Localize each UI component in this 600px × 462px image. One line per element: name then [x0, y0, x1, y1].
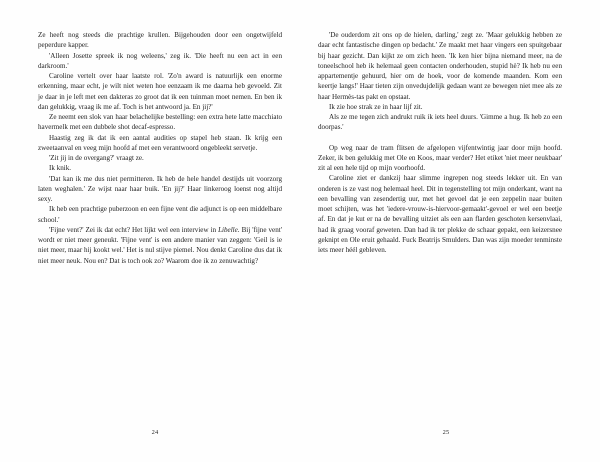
paragraph: Als ze me tegen zich andrukt ruik ik iets heel duurs. 'Gimme a hug. Ik heb zo een doorpas.' — [318, 113, 562, 132]
page-number-right: 25 — [442, 429, 450, 436]
paragraph: Op weg naar de tram flitsen de afgelopen vijfentwintig jaar door mijn hoofd. Zeker, ik ben gelukkig met Ole en Koos, maar verder? Het etiket 'niet meer neukbaar' zit al een hele tijd op mijn voorhoofd. — [318, 143, 562, 172]
paragraph: Ik knik. — [49, 164, 72, 173]
paragraph: 'Zit jij in de overgang?' vraagt ze. — [49, 154, 144, 162]
paragraph: Caroline ziet er dankzij haar slimme ingrepen nog steeds lekker uit. En van onderen is ze vast nog helemaal heel. Dit in tegenstelling tot mijn onderkant, want na een bevalling van zesendertig uur, met het gevoel dat je een zeppelin naar buiten moet schijten, was het 'iedere-vrouw-is-hiervoor-gemaakt'-gevoel er wel een beetje af. En dat je kut er na de bevalling uitziet als een aan flarden geschoten kersenvlaai, had ik graag vooraf geweten. Dan had ik ter plekke de schaar gepakt, een keizersnee geknipt en Ole eruit gehaald. Fuck Beatrijs Smulders. Dan was zijn moeder tenminste iets meer héél gebleven. — [318, 174, 562, 254]
paragraph: 'De ouderdom zit ons op de hielen, darling,' zegt ze. 'Maar gelukkig hebben ze daar echt fantastische dingen op bedacht.' Ze maakt met haar vingers een spuitgebaar bij haar gezicht. Dan kijkt ze om zich heen. 'Ik ken hier bijna niemand meer, na de toneelschool heb ik helemaal geen contacten onderhouden, stupid hè? Ik heb nu een appartementje gehuurd, hier om de hoek, voor de komende maanden. Kom een keertje langs!' Haar tieten zijn onvedujdelijk gedaan want ze bewegen niet mee als ze haar Hermès-tas pakt en opstaat. — [318, 31, 562, 101]
right-text-column — [318, 30, 562, 255]
page-right — [300, 0, 600, 462]
paragraph: Ze heeft nog steeds die prachtige krullen. Bijgehouden door een ongetwijfeld peperdure kapper. — [38, 31, 282, 50]
paragraph: Ik zie hoe strak ze in haar lijf zit. — [329, 102, 423, 111]
paragraph: Ik heb een prachtige puberzoon en een fijne vent die adjunct is op een middelbare school.' — [38, 205, 282, 224]
paragraph: Caroline vertelt over haar laatste rol. 'Zo'n award is natuurlijk een enorme erkenning, maar echt, je wilt niet weten hoe eenzaam ik me daarna heb gevoeld. Zit je daar in je left met een dakteras zo groot dat ik een tuinman moet nemen. En ben ik dan gelukkig, vraag ik me af. Toch is het antwoord ja. En jij?' — [38, 72, 282, 111]
page-number-left: 24 — [151, 429, 159, 436]
paragraph: 'Dat kan ik me dus niet permitteren. Ik heb de hele handel destijds uit voorzorg laten weghalen.' Ze wijst naar haar buik. 'En jij?' Haar linkeroog loenst nog altijd sexy. — [38, 174, 282, 203]
paragraph: Ze neemt een slok van haar belachelijke bestelling: een extra hete latte macchiato havermelk met een dubbele shot decaf-espresso. — [38, 113, 282, 132]
left-text-column — [38, 30, 282, 266]
paragraph: Haastig zeg ik dat ik een aantal audities op stapel heb staan. Ik krijg een zweetaanval en veeg mijn hoofd af met een verantwoord ongebleekt servetje. — [38, 133, 282, 152]
paragraph: 'Alleen Josette spreek ik nog weleens,' zeg ik. 'Die heeft nu een act in een darkroom.' — [38, 51, 282, 70]
paragraph: 'Fijne vent?' Zei ik dat echt? Het lijkt wel een interview in Libelle. Bij 'fijne vent' wordt er niet meer geneukt. 'Fijne vent' is een andere manier van zeggen: 'Geil is ie niet meer, maar hij kookt wel.' Het is nul stijve piemel. Nou denkt Caroline dus dat ik niet meer neuk. Nou en? Dat is toch ook zo? Waarom doe ik zo zenuwachtig? — [38, 225, 282, 265]
